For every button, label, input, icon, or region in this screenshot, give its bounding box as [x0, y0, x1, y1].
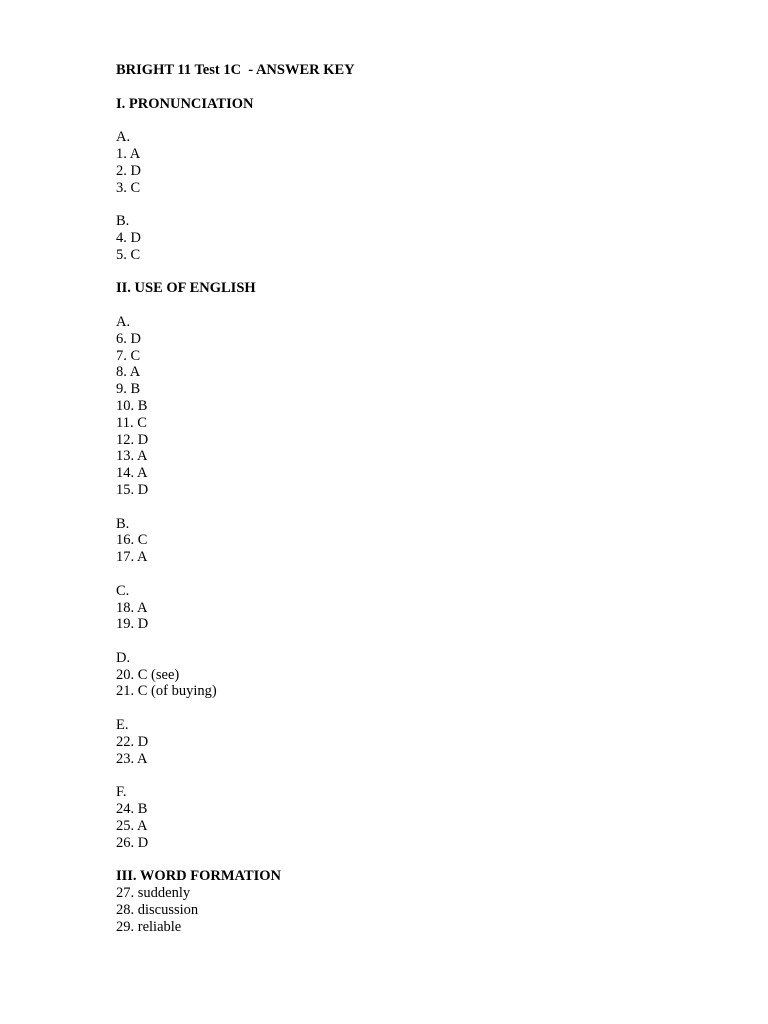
spacer: [116, 264, 716, 281]
spacer: [116, 633, 716, 650]
answer-item: 12. D: [116, 431, 149, 448]
answer-item: 18. A: [116, 599, 148, 616]
spacer: [116, 767, 716, 784]
part-label: C.: [116, 582, 130, 599]
answer-item: 20. C (see): [116, 666, 180, 683]
part-label: A.: [116, 129, 131, 146]
part-label: B.: [116, 515, 130, 532]
answer-item: 3. C: [116, 179, 141, 196]
answer-item: 16. C: [116, 532, 148, 549]
answer-item: 21. C (of buying): [116, 683, 217, 700]
spacer: [116, 566, 716, 583]
answer-item: 24. B: [116, 801, 148, 818]
answer-item: 26. D: [116, 834, 149, 851]
spacer: [116, 297, 716, 314]
part-label: E.: [116, 717, 129, 734]
part-label: A.: [116, 313, 131, 330]
answer-item: 8. A: [116, 364, 141, 381]
answer-item: 13. A: [116, 448, 148, 465]
part-label: D.: [116, 649, 131, 666]
answer-item: 15. D: [116, 481, 149, 498]
answer-item: 14. A: [116, 465, 148, 482]
part-label: F.: [116, 784, 127, 801]
spacer: [116, 851, 716, 868]
document-title: BRIGHT 11 Test 1C - ANSWER KEY: [116, 62, 355, 78]
answer-item: 1. A: [116, 145, 141, 162]
answer-item: 4. D: [116, 229, 141, 246]
answer-item: 23. A: [116, 750, 148, 767]
answer-item: 27. suddenly: [116, 885, 191, 902]
answer-item: 9. B: [116, 381, 141, 398]
answer-item: 7. C: [116, 347, 141, 364]
section-heading: III. WORD FORMATION: [116, 868, 282, 885]
answer-item: 22. D: [116, 733, 149, 750]
answer-item: 17. A: [116, 549, 148, 566]
answer-key-content: [116, 62, 716, 935]
section-heading: II. USE OF ENGLISH: [116, 280, 256, 297]
spacer: [116, 79, 716, 96]
answer-item: 10. B: [116, 397, 148, 414]
answer-item: 2. D: [116, 162, 141, 179]
spacer: [116, 196, 716, 213]
answer-item: 19. D: [116, 616, 149, 633]
spacer: [116, 499, 716, 516]
answer-item: 6. D: [116, 330, 141, 347]
answer-item: 11. C: [116, 414, 147, 431]
section-heading: I. PRONUNCIATION: [116, 95, 254, 112]
answer-item: 29. reliable: [116, 918, 182, 935]
answer-item: 25. A: [116, 817, 148, 834]
answer-item: 5. C: [116, 246, 141, 263]
part-label: B.: [116, 213, 130, 230]
answer-item: 28. discussion: [116, 901, 199, 918]
spacer: [116, 112, 716, 129]
spacer: [116, 700, 716, 717]
